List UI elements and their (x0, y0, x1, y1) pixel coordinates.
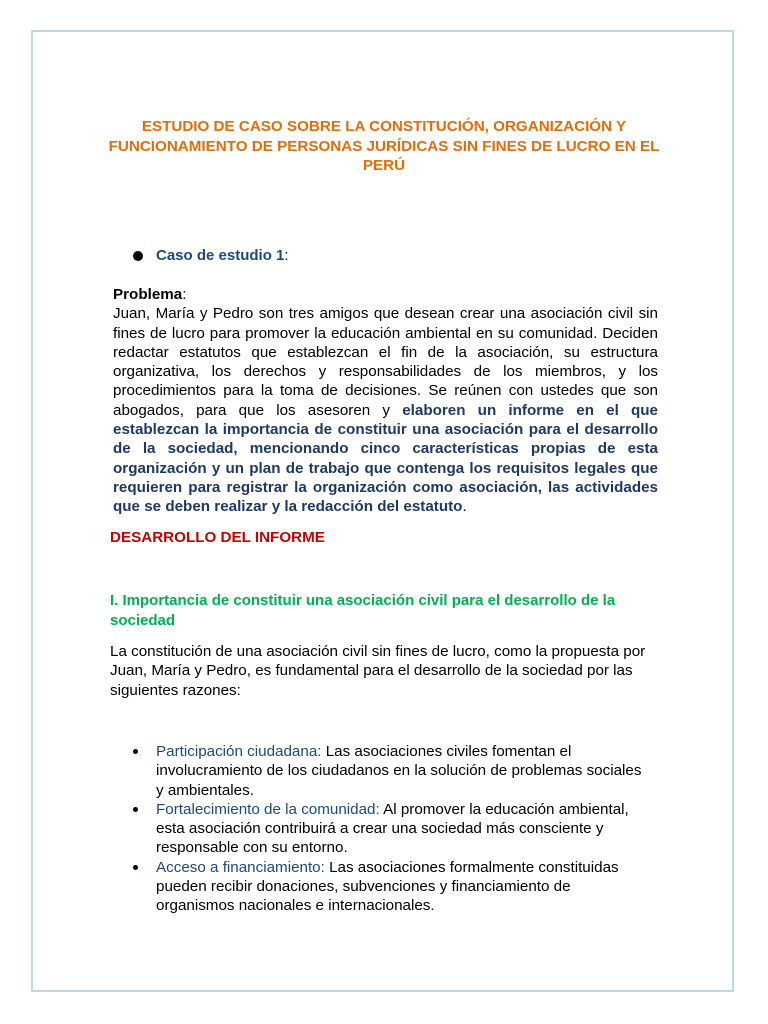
section-1-heading: I. Importancia de constituir una asociación civil para el desarrollo de la sociedad (110, 592, 616, 629)
bullet-icon (133, 749, 138, 754)
reason-text: Al promover la educación ambiental, esta asociación contribuirá a crear una sociedad más consciente y responsable con su entorno. (156, 800, 629, 857)
bullet-icon (133, 865, 138, 870)
reason-term: Fortalecimiento de la comunidad: (156, 800, 380, 818)
reason-term: Acceso a financiamiento: (156, 858, 325, 876)
reason-text: Las asociaciones civiles fomentan el involucramiento de los ciudadanos en la solución de problemas sociales y ambientales. (156, 743, 642, 799)
reason-term: Participación ciudadana: (156, 743, 322, 760)
desarrollo-heading: DESARROLLO DEL INFORME (110, 529, 325, 546)
problem-colon: : (182, 286, 187, 303)
problem-emphasis: elaboren un informe en el que establezcan la importancia de constituir una asociación para el desarrollo de la sociedad, mencionando cinco características propias de esta organización y un plan de trabajo que contenga los requisitos legales que requieren para registrar la organización como asociación, las actividades que se deben realizar y la redacción del estatuto (113, 401, 658, 516)
case-study-colon: : (284, 247, 289, 264)
list-item (130, 742, 650, 800)
section-1-intro: La constitución de una asociación civil sin fines de lucro, como la propuesta por Juan, María y Pedro, es fundamental para el desarrollo de la sociedad por las siguientes razones: (110, 643, 646, 699)
problem-text: Juan, María y Pedro son tres amigos que desean crear una asociación civil sin fines de lucro para promover la educación ambiental en su comunidad. Deciden redactar estatutos que establezcan el fin de la asociación, su estructura organizativa, los derechos y responsabilidades de los miembros, y los procedimientos para la toma de decisiones. Se reúnen con ustedes que son abogados, para que los asesoren y (113, 305, 658, 419)
problem-heading: Problema (113, 286, 183, 303)
reason-text: Las asociaciones formalmente constituidas pueden recibir donaciones, subvenciones y financiamiento de organismos nacionales e internacionales. (156, 858, 619, 915)
list-item (130, 800, 650, 858)
document-title: ESTUDIO DE CASO SOBRE LA CONSTITUCIÓN, ORGANIZACIÓN Y FUNCIONAMIENTO DE PERSONAS JURÍDICAS SIN FINES DE LUCRO EN EL PERÚ (108, 118, 660, 174)
case-study-label: Caso de estudio 1 (156, 247, 285, 264)
problem-block (113, 285, 658, 517)
problem-text-end: . (462, 498, 467, 516)
reasons-list (130, 742, 650, 916)
bullet-icon (133, 251, 143, 261)
case-study-heading (133, 246, 289, 266)
list-item (130, 858, 650, 916)
bullet-icon (133, 807, 138, 812)
